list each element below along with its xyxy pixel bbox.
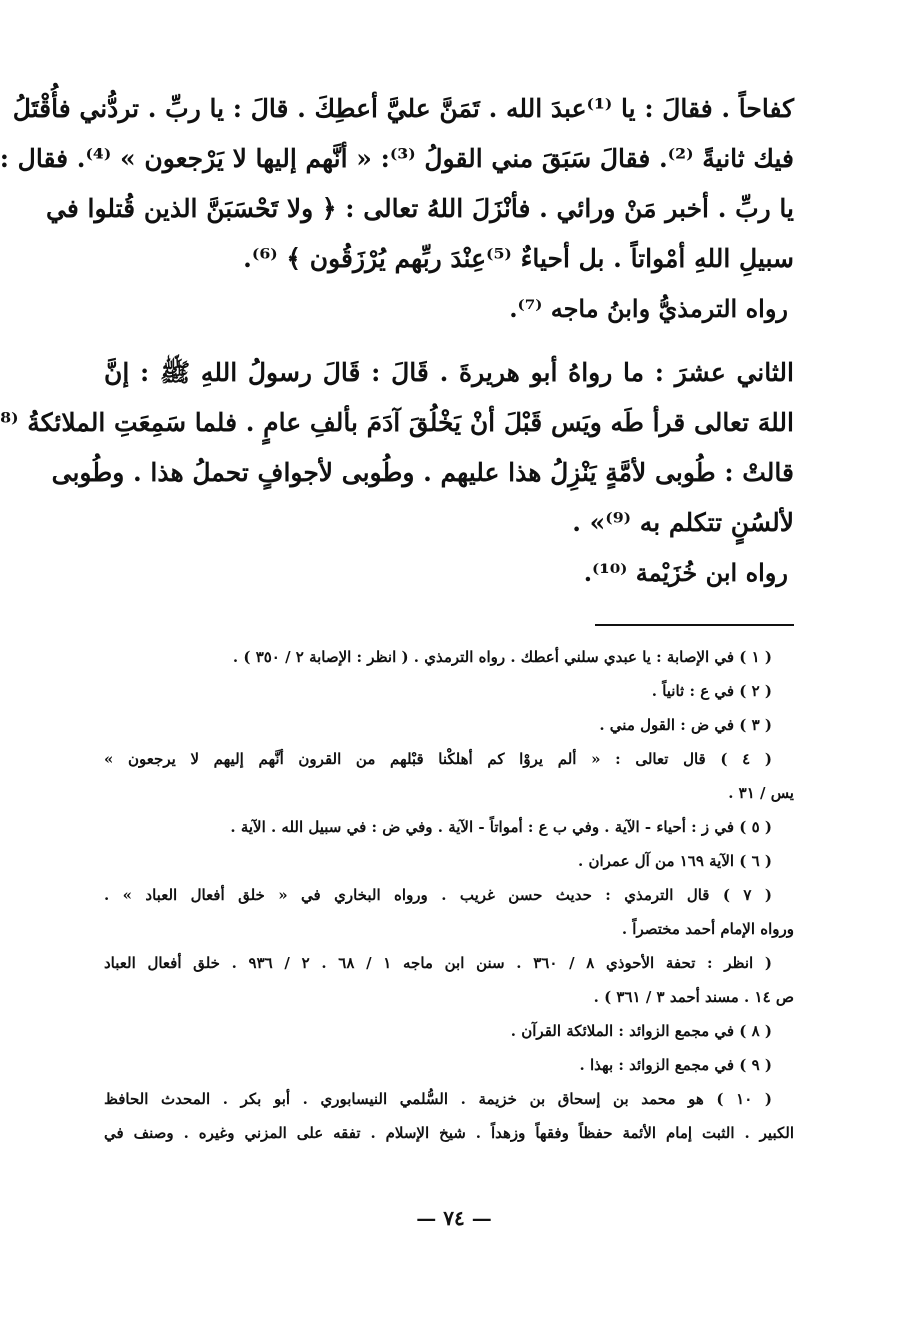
footnote-line: ( ٤ ) قال تعالى : « ألم يروْا كم أهلكْنا قبْلهم من القرون أنَّهم إليهم لا يرجعون »	[104, 750, 772, 768]
footnote-line: ( ٩ ) في مجمع الزوائد : بهذا .	[579, 1056, 772, 1074]
footnote-line: ( ١ ) في الإصابة : يا عبدي سلني أعطك . رواه الترمذي . ( انظر : الإصابة ٢ / ٣٥٠ ) .	[232, 648, 772, 666]
footnote-line: ورواه الإمام أحمد مختصراً .	[621, 920, 794, 938]
footnote-line: ( انظر : تحفة الأحوذي ٨ / ٣٦٠ . سنن ابن ماجه ١ / ٦٨ . ٢ / ٩٣٦ . خلق أفعال العباد	[104, 954, 772, 972]
text-line: اللهَ تعالى قرأ طَه ويَس قَبْلَ أنْ يَخْلُقَ آدَمَ بألفِ عامٍ . فلما سَمِعَتِ الملائكةُ ⁽⁸	[0, 408, 794, 437]
footnote-line: ( ٧ ) قال الترمذي : حديث حسن غريب . ورواه البخاري في « خلق أفعال العباد » .	[104, 886, 772, 904]
text-line: فيك ثانيةً ⁽²⁾. فقالَ سَبَقَ مني القولُ ⁽³⁾: « أنَّهم إليها لا يَرْجعون » ⁽⁴⁾. فقال :	[0, 144, 794, 173]
text-line: كفاحاً . فقالَ : يا ⁽¹⁾عبدَ الله . تَمَنَّ عليَّ أعطِكَ . قالَ : يا ربِّ . تردُّني فأُقْتَلُ	[12, 94, 794, 123]
main-text	[0, 84, 794, 598]
text-line: يا ربِّ . أخبر مَنْ ورائي . فأنْزَلَ اللهُ تعالى : ﴿ ولا تَحْسَبَنَّ الذين قُتلوا في	[46, 194, 794, 223]
footnote-line: ( ١٠ ) هو محمد بن إسحاق بن خزيمة . السُّلمي النيسابوري . أبو بكر . المحدث الحافظ	[104, 1090, 772, 1108]
text-line: سبيلِ اللهِ أمْواتاً . بل أحياءٌ ⁽⁵⁾عِنْدَ ربِّهم يُرْزَقُون ﴾ ⁽⁶⁾.	[243, 244, 794, 273]
footnote-line: ( ٢ ) في ع : ثانياً .	[651, 682, 772, 700]
footnote-divider	[595, 624, 794, 626]
footnote-line: الكبير . الثبت إمام الأئمة حفظاً وفقهاً وزهداً . شيخ الإسلام . تفقه على المزني وغيره . وصنف في	[104, 1124, 794, 1142]
text-line: الثاني عشرَ : ما رواهُ أبو هريرةَ . قَالَ : قَالَ رسولُ اللهِ ﷺ : إنَّ	[104, 358, 794, 387]
hadith-reference: رواه الترمذيُّ وابنُ ماجه ⁽⁷⁾.	[509, 294, 788, 323]
footnote-line: ( ٥ ) في ز : أحياء - الآية . وفي ب ع : أمواتاً - الآية . وفي ض : في سبيل الله . الآية .	[230, 818, 772, 836]
text-line: قالتْ : طُوبى لأمَّةٍ يَنْزِلُ هذا عليهم . وطُوبى لأجوافٍ تحملُ هذا . وطُوبى	[51, 458, 794, 487]
text-line: لألسُنٍ تتكلم به ⁽⁹⁾» .	[572, 508, 794, 537]
footnote-line: ( ٦ ) الآية ١٦٩ من آل عمران .	[578, 852, 772, 870]
footnote-line: يس / ٣١ .	[728, 784, 794, 802]
page-number: — ٧٤ —	[416, 1206, 492, 1230]
hadith-reference: رواه ابن خُزَيْمة ⁽¹⁰⁾.	[583, 558, 788, 587]
footnote-line: ص ١٤ . مسند أحمد ٣ / ٣٦١ ) .	[593, 988, 794, 1006]
footnotes	[104, 640, 794, 1150]
footnote-line: ( ٨ ) في مجمع الزوائد : الملائكة القرآن .	[510, 1022, 772, 1040]
footnote-line: ( ٣ ) في ض : القول مني .	[599, 716, 772, 734]
